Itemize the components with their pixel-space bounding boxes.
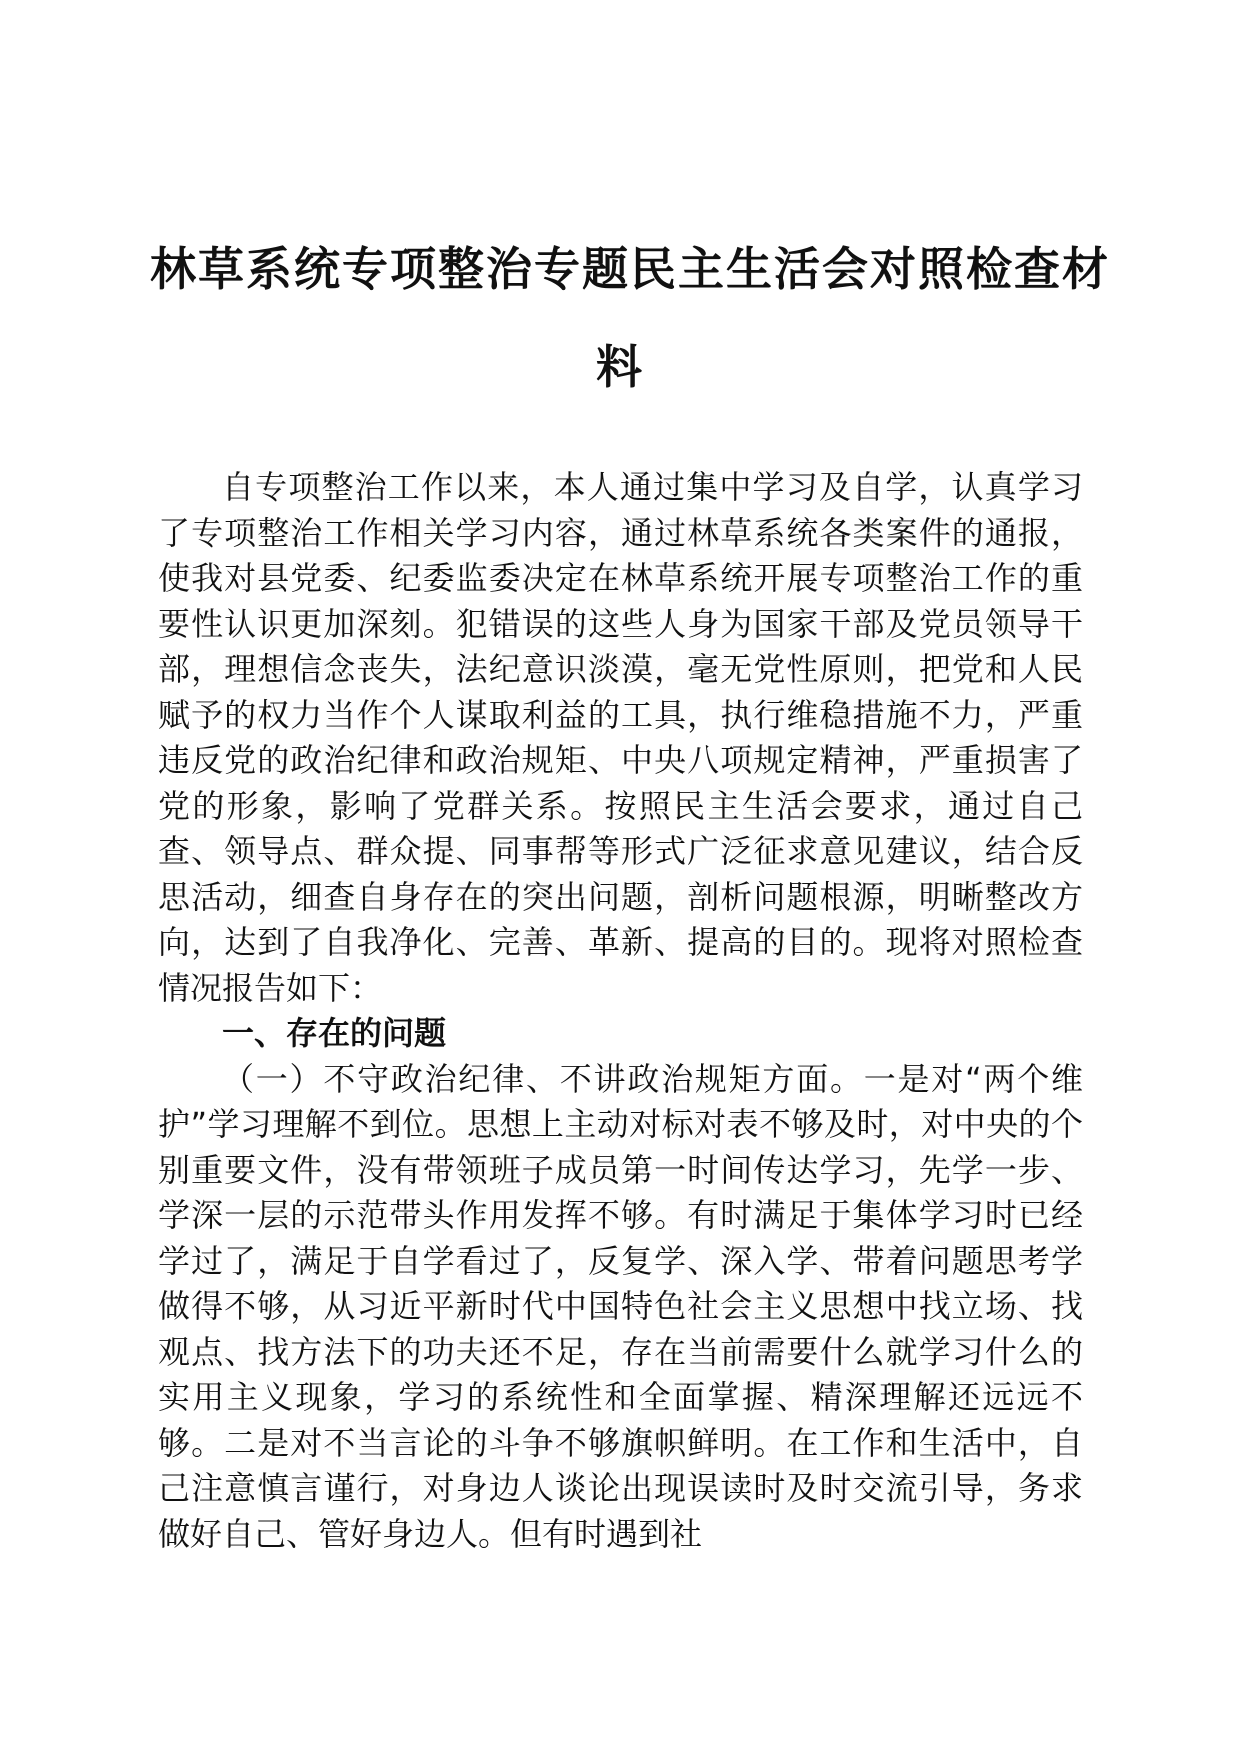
section-paragraph-political-discipline: （一）不守政治纪律、不讲政治规矩方面。一是对“两个维护”学习理解不到位。思想上主动对标对表不够及时，对中央的个别重要文件，没有带领班子成员第一时间传达学习，先学一步、学深一层的示范带头作用发挥不够。有时满足于集体学习时已经学过了，满足于自学看过了，反复学、深入学、带着问题思考学做得不够，从习近平新时代中国特色社会主义思想中找立场、找观点、找方法下的功夫还不足，存在当前需要什么就学习什么的实用主义现象，学习的系统性和全面掌握、精深理解还远远不够。二是对不当言论的斗争不够旗帜鲜明。在工作和生活中，自己注意慎言谨行，对身边人谈论出现误读时及时交流引导，务求做好自己、管好身边人。但有时遇到社 (158, 1059, 1083, 1553)
document-body (158, 465, 1083, 1557)
section-heading-problems: 一、存在的问题 (222, 1014, 447, 1052)
title-line-1: 林草系统专项整治专题民主生活会对照检查材 (150, 242, 1110, 296)
document-title (150, 220, 1110, 416)
title-line-2: 料 (596, 340, 644, 394)
intro-paragraph: 自专项整治工作以来，本人通过集中学习及自学，认真学习了专项整治工作相关学习内容，通过林草系统各类案件的通报，使我对县党委、纪委监委决定在林草系统开展专项整治工作的重要性认识更加深刻。犯错误的这些人身为国家干部及党员领导干部，理想信念丧失，法纪意识淡漠，毫无党性原则，把党和人民赋予的权力当作个人谋取利益的工具，执行维稳措施不力，严重违反党的政治纪律和政治规矩、中央八项规定精神，严重损害了党的形象，影响了党群关系。按照民主生活会要求，通过自己查、领导点、群众提、同事帮等形式广泛征求意见建议，结合反思活动，细查自身存在的突出问题，剖析问题根源，明晰整改方向，达到了自我净化、完善、革新、提高的目的。现将对照检查情况报告如下： (158, 468, 1083, 1007)
